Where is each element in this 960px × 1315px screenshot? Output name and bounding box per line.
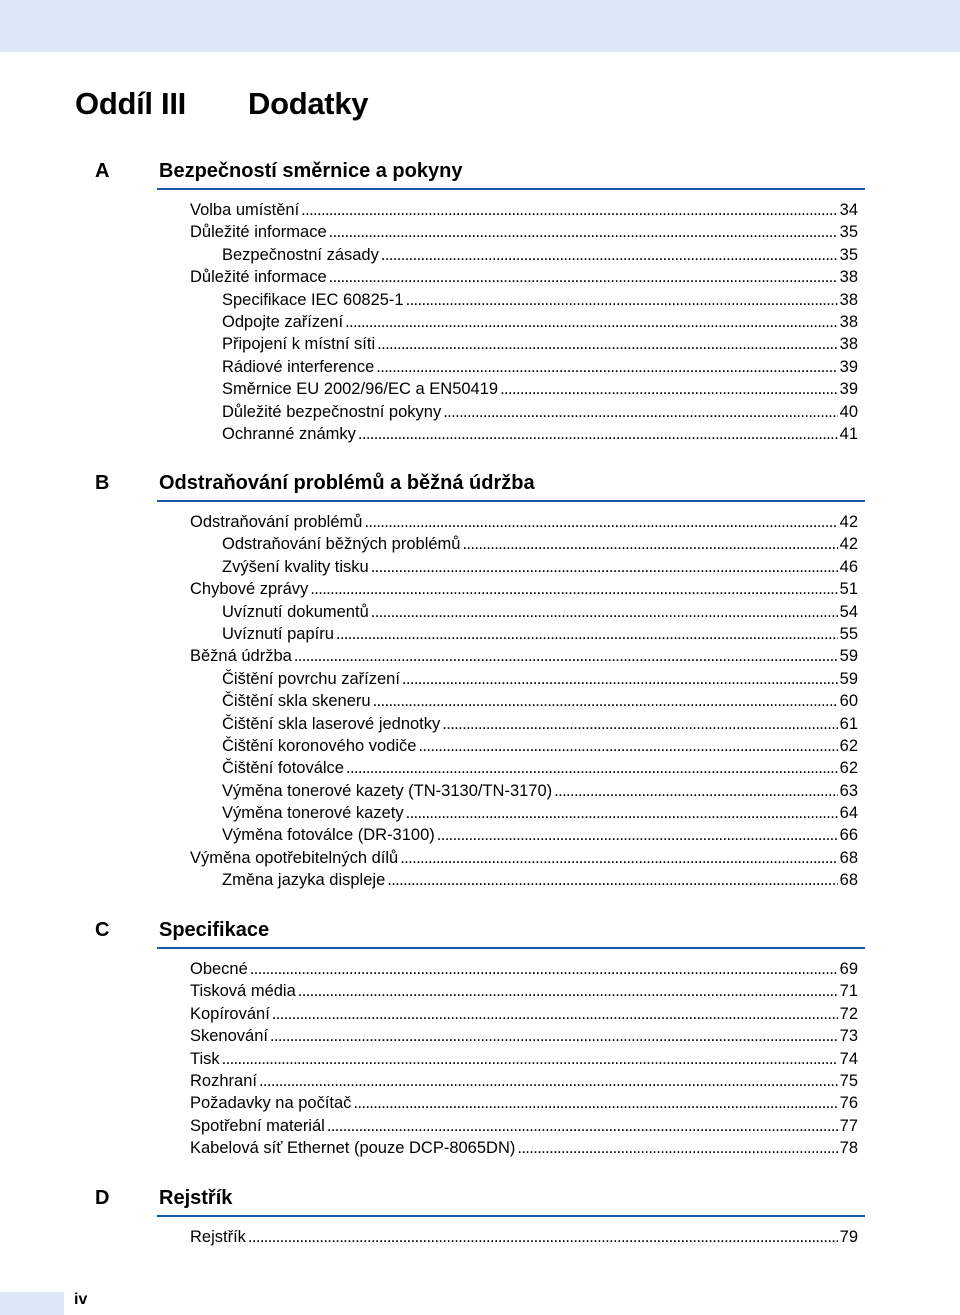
dot-leader xyxy=(442,713,837,735)
toc-entry[interactable] xyxy=(222,735,858,757)
dot-leader xyxy=(294,645,838,667)
toc-entry-title: Tisková média xyxy=(190,982,296,1001)
toc-entry-page: 78 xyxy=(839,1139,858,1158)
chapter-letter: B xyxy=(95,472,110,494)
toc-entry-page: 75 xyxy=(839,1071,858,1090)
toc-entry-page: 42 xyxy=(839,513,858,531)
toc-entry-page: 38 xyxy=(839,290,858,309)
toc-entry-page: 74 xyxy=(839,1049,858,1068)
toc-entry-title: Důležité informace xyxy=(190,223,327,242)
dot-leader xyxy=(336,623,838,645)
toc-entry-title: Výměna tonerové kazety xyxy=(222,804,404,823)
toc-entry-title: Běžná údržba xyxy=(190,647,292,666)
toc-entry[interactable] xyxy=(222,713,858,735)
dot-leader xyxy=(406,289,838,311)
toc-entry-page: 72 xyxy=(839,1004,858,1023)
page-tab xyxy=(0,1292,64,1315)
toc-entry-title: Rozhraní xyxy=(190,1071,257,1090)
toc-entry-title: Připojení k místní síti xyxy=(222,335,376,354)
toc-entry-page: 62 xyxy=(839,759,858,778)
toc-entry-title: Kabelová síť Ethernet (pouze DCP-8065DN) xyxy=(190,1139,516,1158)
chapter-title: Specifikace xyxy=(159,919,270,941)
toc-entry-title: Důležité informace xyxy=(190,268,327,287)
toc-entry-page: 71 xyxy=(839,982,858,1001)
dot-leader xyxy=(376,356,837,378)
dot-leader xyxy=(345,311,838,333)
chapter-heading xyxy=(0,157,960,193)
toc-entry-page: 63 xyxy=(839,781,858,800)
toc-entry-title: Změna jazyka displeje xyxy=(222,871,386,890)
toc-entry[interactable] xyxy=(222,690,858,712)
toc-entry-page: 69 xyxy=(839,960,858,978)
dot-leader xyxy=(327,1115,838,1137)
toc-entry-page: 38 xyxy=(839,335,858,354)
toc-entry-title: Obecné xyxy=(190,960,248,978)
toc-entry[interactable] xyxy=(190,645,858,667)
toc-entry[interactable] xyxy=(222,311,858,333)
toc-entry-title: Čištění povrchu zařízení xyxy=(222,669,400,688)
chapter-rule xyxy=(157,188,865,190)
toc-entry-page: 76 xyxy=(839,1094,858,1113)
dot-leader xyxy=(222,1048,838,1070)
dot-leader xyxy=(373,690,838,712)
toc-entry-title: Uvíznutí dokumentů xyxy=(222,602,369,621)
dot-leader xyxy=(462,533,837,555)
toc-entry-page: 64 xyxy=(839,804,858,823)
toc-entry-page: 54 xyxy=(839,602,858,621)
toc-entry-page: 42 xyxy=(839,535,858,554)
toc-entry[interactable] xyxy=(222,556,858,578)
dot-leader xyxy=(517,1137,837,1159)
dot-leader xyxy=(381,244,838,266)
chapter-letter: C xyxy=(95,919,110,941)
chapter-title: Odstraňování problémů a běžná údržba xyxy=(159,472,535,494)
toc-entry-title: Výměna fotoválce (DR-3100) xyxy=(222,826,435,845)
dot-leader xyxy=(554,780,837,802)
toc-entry-page: 35 xyxy=(839,223,858,242)
dot-leader xyxy=(310,578,837,600)
dot-leader xyxy=(400,847,837,869)
toc-entry[interactable] xyxy=(190,1115,858,1137)
toc-entry-page: 79 xyxy=(839,1228,858,1246)
toc-entry[interactable] xyxy=(222,244,858,266)
dot-leader xyxy=(329,221,838,243)
dot-leader xyxy=(371,601,838,623)
chapter-a xyxy=(0,157,960,445)
dot-leader xyxy=(371,556,838,578)
dot-leader xyxy=(406,802,838,824)
chapter-letter: A xyxy=(95,160,110,182)
toc-entry[interactable] xyxy=(222,333,858,355)
dot-leader xyxy=(250,958,838,980)
toc-entries xyxy=(0,1226,960,1248)
toc-entry[interactable] xyxy=(222,780,858,802)
toc-entry-title: Zvýšení kvality tisku xyxy=(222,557,369,576)
toc-entry-page: 40 xyxy=(839,402,858,421)
toc-entry[interactable] xyxy=(222,802,858,824)
toc-entry-page: 51 xyxy=(839,580,858,599)
dot-leader xyxy=(437,824,838,846)
toc-entry[interactable] xyxy=(190,578,858,600)
dot-leader xyxy=(272,1003,838,1025)
toc-entry-page: 55 xyxy=(839,624,858,643)
toc-entry-page: 73 xyxy=(839,1027,858,1046)
toc-entry[interactable] xyxy=(222,757,858,779)
dot-leader xyxy=(500,378,838,400)
toc-entry[interactable] xyxy=(222,601,858,623)
chapter-heading xyxy=(0,469,960,505)
dot-leader xyxy=(353,1092,837,1114)
chapter-rule xyxy=(157,500,865,502)
toc-entry-page: 68 xyxy=(839,848,858,867)
toc-entry[interactable] xyxy=(190,1070,858,1092)
toc-entry-page: 62 xyxy=(839,736,858,755)
toc-entry[interactable] xyxy=(222,668,858,690)
toc-entry[interactable] xyxy=(190,1226,858,1248)
toc-entry-title: Tisk xyxy=(190,1049,220,1068)
toc-entry-title: Čištění skla skeneru xyxy=(222,692,371,711)
toc-entry-title: Skenování xyxy=(190,1027,268,1046)
toc-entry[interactable] xyxy=(190,1025,858,1047)
chapter-c xyxy=(0,916,960,1160)
toc-entry-page: 35 xyxy=(839,245,858,264)
toc-entry-title: Odstraňování problémů xyxy=(190,513,363,531)
dot-leader xyxy=(358,423,838,445)
toc-entry[interactable] xyxy=(222,378,858,400)
toc-entries xyxy=(0,511,960,892)
toc-entry[interactable] xyxy=(190,1003,858,1025)
toc-entry-page: 34 xyxy=(839,201,858,219)
toc-entry[interactable] xyxy=(222,423,858,445)
chapter-title: Bezpečností směrnice a pokyny xyxy=(159,160,463,182)
chapter-title: Rejstřík xyxy=(159,1187,233,1209)
toc-entry[interactable] xyxy=(222,824,858,846)
toc-entry-page: 46 xyxy=(839,557,858,576)
toc-entry[interactable] xyxy=(190,199,858,221)
dot-leader xyxy=(364,511,837,533)
toc-entry[interactable] xyxy=(190,266,858,288)
toc-entry-page: 60 xyxy=(839,692,858,711)
toc-entry-title: Volba umístění xyxy=(190,201,300,219)
toc-entry-page: 66 xyxy=(839,826,858,845)
dot-leader xyxy=(270,1025,838,1047)
part-label: Oddíl III xyxy=(75,86,186,121)
toc-entry[interactable] xyxy=(190,511,858,533)
toc-entry-title: Odpojte zařízení xyxy=(222,312,344,331)
dot-leader xyxy=(298,980,838,1002)
part-title: Dodatky xyxy=(248,86,369,121)
dot-leader xyxy=(402,668,838,690)
toc-entry-page: 61 xyxy=(839,714,858,733)
toc-entry-title: Čištění koronového vodiče xyxy=(222,736,417,755)
toc-entry[interactable] xyxy=(222,289,858,311)
toc-entry-title: Rejstřík xyxy=(190,1228,246,1246)
toc-entry[interactable] xyxy=(190,847,858,869)
toc-entry-page: 39 xyxy=(839,357,858,376)
toc-entry-title: Čištění skla laserové jednotky xyxy=(222,714,441,733)
toc-entry-title: Chybové zprávy xyxy=(190,580,309,599)
chapter-heading xyxy=(0,916,960,952)
page-number: iv xyxy=(74,1291,88,1308)
toc-entry-page: 59 xyxy=(839,647,858,666)
chapter-letter: D xyxy=(95,1187,110,1209)
toc-entry-title: Požadavky na počítač xyxy=(190,1094,352,1113)
toc-entry-page: 59 xyxy=(839,669,858,688)
toc-entry-title: Bezpečnostní zásady xyxy=(222,245,379,264)
chapter-rule xyxy=(157,1215,865,1217)
toc-entry[interactable] xyxy=(190,958,858,980)
toc-entry[interactable] xyxy=(190,221,858,243)
toc-entry-title: Čištění fotoválce xyxy=(222,759,344,778)
header-band xyxy=(0,0,960,52)
toc-entry-page: 38 xyxy=(839,268,858,287)
toc-entry-title: Výměna tonerové kazety (TN-3130/TN-3170) xyxy=(222,781,553,800)
toc-entries xyxy=(0,958,960,1160)
toc-entry[interactable] xyxy=(222,401,858,423)
toc-entry[interactable] xyxy=(190,1137,858,1159)
toc-entry-title: Ochranné známky xyxy=(222,424,356,443)
dot-leader xyxy=(443,401,837,423)
toc-entry-title: Uvíznutí papíru xyxy=(222,624,334,643)
toc-entry-page: 68 xyxy=(839,871,858,890)
toc-entry[interactable] xyxy=(190,1048,858,1070)
toc-entry-page: 41 xyxy=(839,424,858,443)
dot-leader xyxy=(387,869,837,891)
dot-leader xyxy=(301,199,837,221)
toc-entry-title: Specifikace IEC 60825-1 xyxy=(222,290,404,309)
chapter-b xyxy=(0,469,960,892)
dot-leader xyxy=(259,1070,838,1092)
chapter-rule xyxy=(157,947,865,949)
toc-entry[interactable] xyxy=(222,356,858,378)
toc-entry-title: Důležité bezpečnostní pokyny xyxy=(222,402,442,421)
toc-entry-page: 38 xyxy=(839,312,858,331)
dot-leader xyxy=(418,735,837,757)
toc-entry-title: Směrnice EU 2002/96/EC a EN50419 xyxy=(222,380,499,399)
toc-entry-page: 77 xyxy=(839,1116,858,1135)
toc-entry[interactable] xyxy=(222,869,858,891)
dot-leader xyxy=(248,1226,838,1248)
toc-entries xyxy=(0,199,960,445)
toc-entry[interactable] xyxy=(222,623,858,645)
toc-entry-title: Kopírování xyxy=(190,1004,270,1023)
chapter-heading xyxy=(0,1184,960,1220)
dot-leader xyxy=(346,757,838,779)
chapter-d xyxy=(0,1184,960,1248)
toc-entry-title: Odstraňování běžných problémů xyxy=(222,535,461,554)
toc-entry[interactable] xyxy=(222,533,858,555)
toc-entry[interactable] xyxy=(190,980,858,1002)
toc-entry-title: Výměna opotřebitelných dílů xyxy=(190,848,399,867)
toc-entry[interactable] xyxy=(190,1092,858,1114)
dot-leader xyxy=(329,266,838,288)
dot-leader xyxy=(377,333,838,355)
toc-entry-title: Spotřební materiál xyxy=(190,1116,325,1135)
toc-entry-page: 39 xyxy=(839,380,858,399)
toc-entry-title: Rádiové interference xyxy=(222,357,375,376)
